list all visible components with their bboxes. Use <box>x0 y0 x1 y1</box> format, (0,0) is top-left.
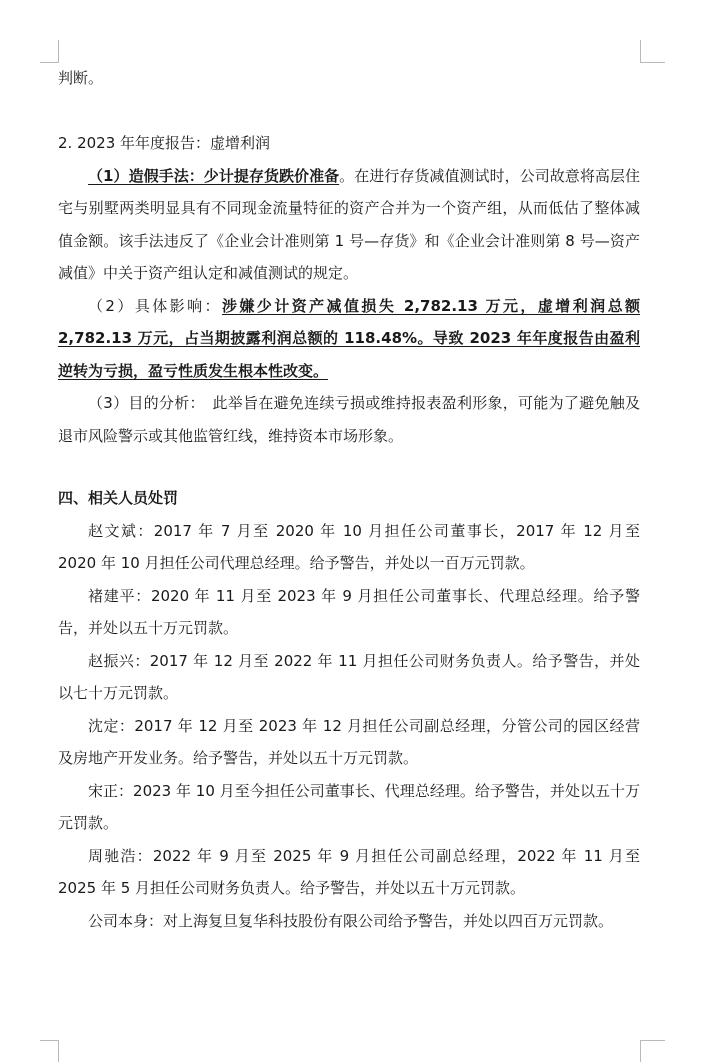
method-text: 。在进行存货减值测试时，公司故意将高层住宅与别墅两类明显具有不同现金流量特征的资产合并为一个资产组，从而低估了整体减值金额。该手法违反了《企业会计准则第 1 号—存货》和《企业会计准则第 8 号—资产减值》中关于资产组认定和减值测试的规定。 <box>58 166 640 282</box>
page-corner-mark-bottom-left <box>40 1040 59 1062</box>
paragraph-impact <box>58 290 640 388</box>
page-corner-mark-bottom-right <box>640 1040 665 1062</box>
section-heading-penalties: 四、相关人员处罚 <box>58 489 179 507</box>
impact-text: 涉嫌少计资产减值损失 2,782.13 万元，虚增利润总额 2,782.13 万元，占当期披露利润总额的 118.48%。导致 2023 年年度报告由盈利逆转为亏损，盈亏性质发生根本性改变。 <box>58 296 640 380</box>
penalty-item-company: 公司本身：对上海复旦复华科技股份有限公司给予警告，并处以四百万元罚款。 <box>88 911 614 930</box>
penalty-item: 沈定：2017 年 12 月至 2023 年 12 月担任公司副总经理，分管公司的园区经营及房地产开发业务。给予警告，并处以五十万元罚款。 <box>58 716 640 767</box>
section-heading-2023-report: 2. 2023 年年度报告：虚增利润 <box>58 134 271 152</box>
penalty-item: 赵振兴：2017 年 12 月至 2022 年 11 月担任公司财务负责人。给予警告，并处以七十万元罚款。 <box>58 651 640 702</box>
penalty-item: 周驰浩：2022 年 9 月至 2025 年 9 月担任公司副总经理，2022 年 11 月至 2025 年 5 月担任公司财务负责人。给予警告，并处以五十万元罚款。 <box>58 846 640 897</box>
method-label: （1）造假手法：少计提存货跌价准备 <box>88 166 340 185</box>
paragraph-continuation: 判断。 <box>58 69 104 87</box>
document-page <box>58 62 640 937</box>
page-corner-mark-top-left <box>40 40 59 63</box>
paragraph-purpose: （3）目的分析： 此举旨在避免连续亏损或维持报表盈利形象，可能为了避免触及退市风险警示或其他监管红线，维持资本市场形象。 <box>58 394 640 445</box>
penalty-item: 宋正：2023 年 10 月至今担任公司董事长、代理总经理。给予警告，并处以五十万元罚款。 <box>58 781 640 832</box>
paragraph-method <box>58 160 640 290</box>
penalty-item: 褚建平：2020 年 11 月至 2023 年 9 月担任公司董事长、代理总经理。给予警告，并处以五十万元罚款。 <box>58 586 640 637</box>
impact-label: （2）具体影响： <box>88 296 222 315</box>
spacer <box>58 452 640 482</box>
penalty-item: 赵文斌：2017 年 7 月至 2020 年 10 月担任公司董事长，2017 年 12 月至 2020 年 10 月担任公司代理总经理。给予警告，并处以一百万元罚款。 <box>58 521 640 572</box>
page-corner-mark-top-right <box>640 40 665 63</box>
spacer <box>58 95 640 128</box>
